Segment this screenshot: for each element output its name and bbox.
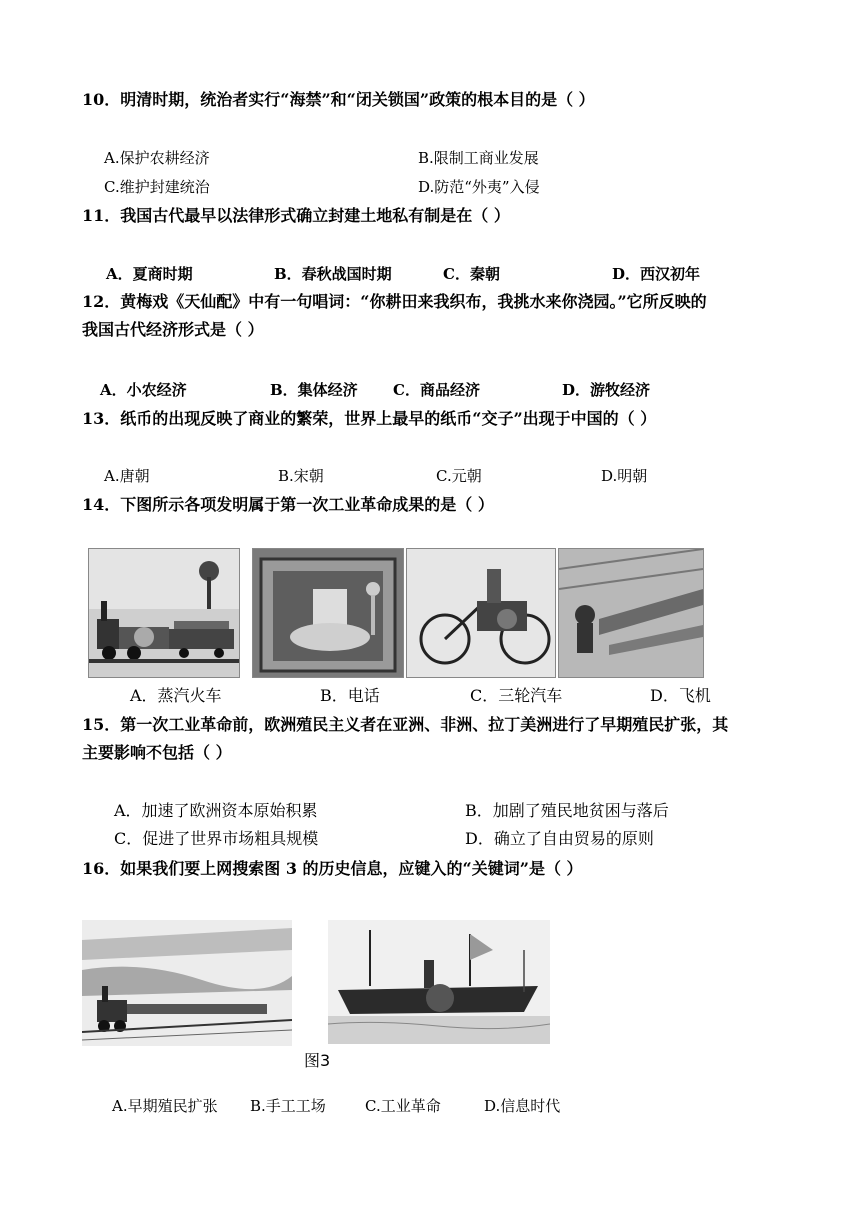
q15-option-b: B．加剧了殖民地贫困与落后 [465, 801, 669, 820]
q16-option-d: D.信息时代 [484, 1097, 561, 1115]
q11-option-a: A．夏商时期 [106, 265, 193, 283]
question-12-stem-line1: 12．黄梅戏《天仙配》中有一句唱词：“你耕田来我织布，我挑水来你浇园。”它所反映的 [82, 292, 707, 311]
q10-option-d: D.防范“外夷”入侵 [418, 178, 540, 196]
steamship-engraving-image [328, 920, 550, 1044]
q14-option-c: C．三轮汽车 [470, 686, 563, 705]
q13-option-c: C.元朝 [436, 467, 482, 485]
q10-option-c: C.维护封建统治 [104, 178, 210, 196]
q11-option-d: D．西汉初年 [612, 265, 701, 283]
q12-option-d: D．游牧经济 [562, 381, 651, 399]
q14-option-b: B．电话 [320, 686, 380, 705]
q15-option-a: A．加速了欧洲资本原始积累 [114, 801, 318, 820]
q12-option-c: C．商品经济 [393, 381, 480, 399]
q16-option-c: C.工业革命 [365, 1097, 441, 1115]
q11-option-c: C．秦朝 [443, 265, 500, 283]
question-16-stem: 16．如果我们要上网搜索图 3 的历史信息，应键入的“关键词”是（ ） [82, 859, 583, 878]
figure-3-label: 图3 [304, 1051, 331, 1070]
q13-option-a: A.唐朝 [104, 467, 150, 485]
q13-option-b: B.宋朝 [278, 467, 324, 485]
q15-option-d: D．确立了自由贸易的原则 [465, 829, 654, 848]
question-11-stem: 11．我国古代最早以法律形式确立封建土地私有制是在（ ） [82, 206, 510, 225]
question-12-stem-line2: 我国古代经济形式是（ ） [82, 320, 264, 339]
question-13-stem: 13．纸币的出现反映了商业的繁荣，世界上最早的纸币“交子”出现于中国的（ ） [82, 409, 657, 428]
question-14-stem: 14．下图所示各项发明属于第一次工业革命成果的是（ ） [82, 495, 494, 514]
q15-option-c: C．促进了世界市场粗具规模 [114, 829, 319, 848]
q14-option-d: D．飞机 [650, 686, 711, 705]
q11-option-b: B．春秋战国时期 [274, 265, 392, 283]
q14-option-a: A．蒸汽火车 [130, 686, 222, 705]
q10-option-a: A.保护农耕经济 [104, 149, 210, 167]
question-15-stem-line2: 主要影响不包括（ ） [82, 743, 232, 762]
question-15-stem-line1: 15．第一次工业革命前，欧洲殖民主义者在亚洲、非洲、拉丁美洲进行了早期殖民扩张，其 [82, 715, 729, 734]
steam-train-image [88, 548, 240, 678]
question-10-stem: 10．明清时期，统治者实行“海禁”和“闭关锁国”政策的根本目的是（ ） [82, 90, 595, 109]
three-wheel-car-image [406, 548, 556, 678]
telephone-image [252, 548, 404, 678]
railway-engraving-image [82, 920, 292, 1046]
q10-option-b: B.限制工商业发展 [418, 149, 539, 167]
q12-option-b: B．集体经济 [270, 381, 358, 399]
q16-option-a: A.早期殖民扩张 [112, 1097, 218, 1115]
airplane-image [558, 548, 704, 678]
q12-option-a: A．小农经济 [100, 381, 187, 399]
q13-option-d: D.明朝 [601, 467, 648, 485]
q16-option-b: B.手工工场 [250, 1097, 326, 1115]
